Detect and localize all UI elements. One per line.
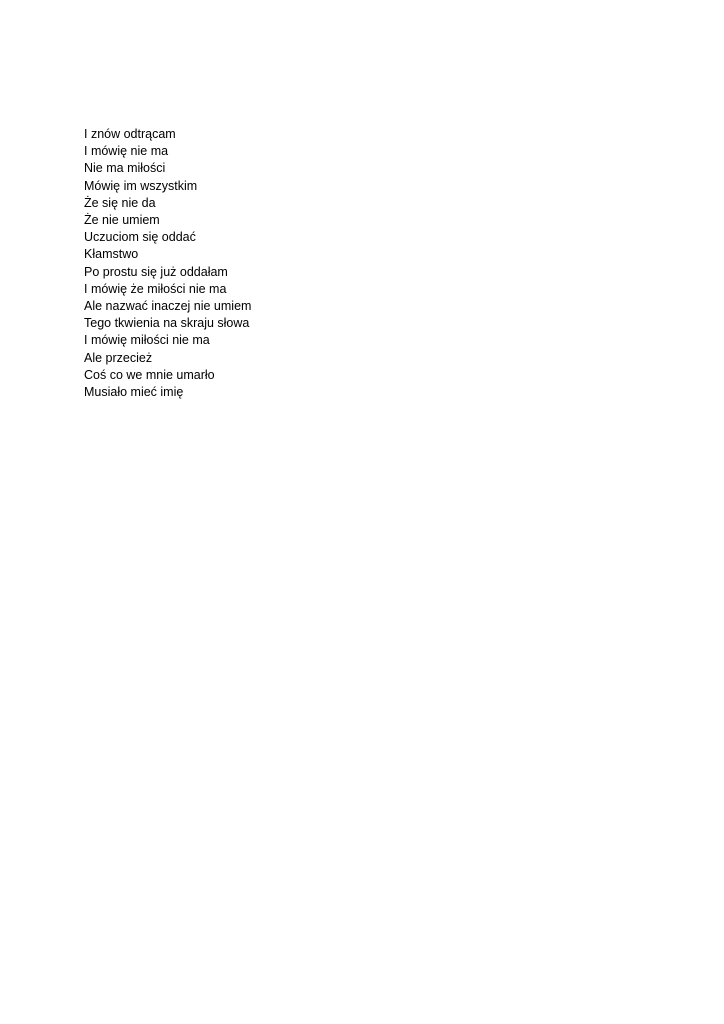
poem-line: Uczuciom się oddać xyxy=(84,230,196,245)
poem-line: I znów odtrącam xyxy=(84,127,176,141)
poem-line: Po prostu się już oddałam xyxy=(84,264,228,279)
poem-line: I mówię miłości nie ma xyxy=(84,333,210,348)
poem-line: I mówię nie ma xyxy=(84,144,169,159)
poem-line: Musiało mieć imię xyxy=(84,385,184,400)
poem-line: Coś co we mnie umarło xyxy=(84,367,215,382)
poem-text xyxy=(84,126,251,401)
poem-line: Ale przecież xyxy=(84,350,153,365)
poem-line: I mówię że miłości nie ma xyxy=(84,281,227,296)
poem-line: Kłamstwo xyxy=(84,247,139,262)
poem-line: Mówię im wszystkim xyxy=(84,178,198,193)
poem-line: Tego tkwienia na skraju słowa xyxy=(84,316,250,331)
poem-line: Ale nazwać inaczej nie umiem xyxy=(84,299,252,314)
poem-line: Nie ma miłości xyxy=(84,161,166,176)
poem-line: Że nie umiem xyxy=(84,213,160,228)
poem-line: Że się nie da xyxy=(84,195,156,210)
